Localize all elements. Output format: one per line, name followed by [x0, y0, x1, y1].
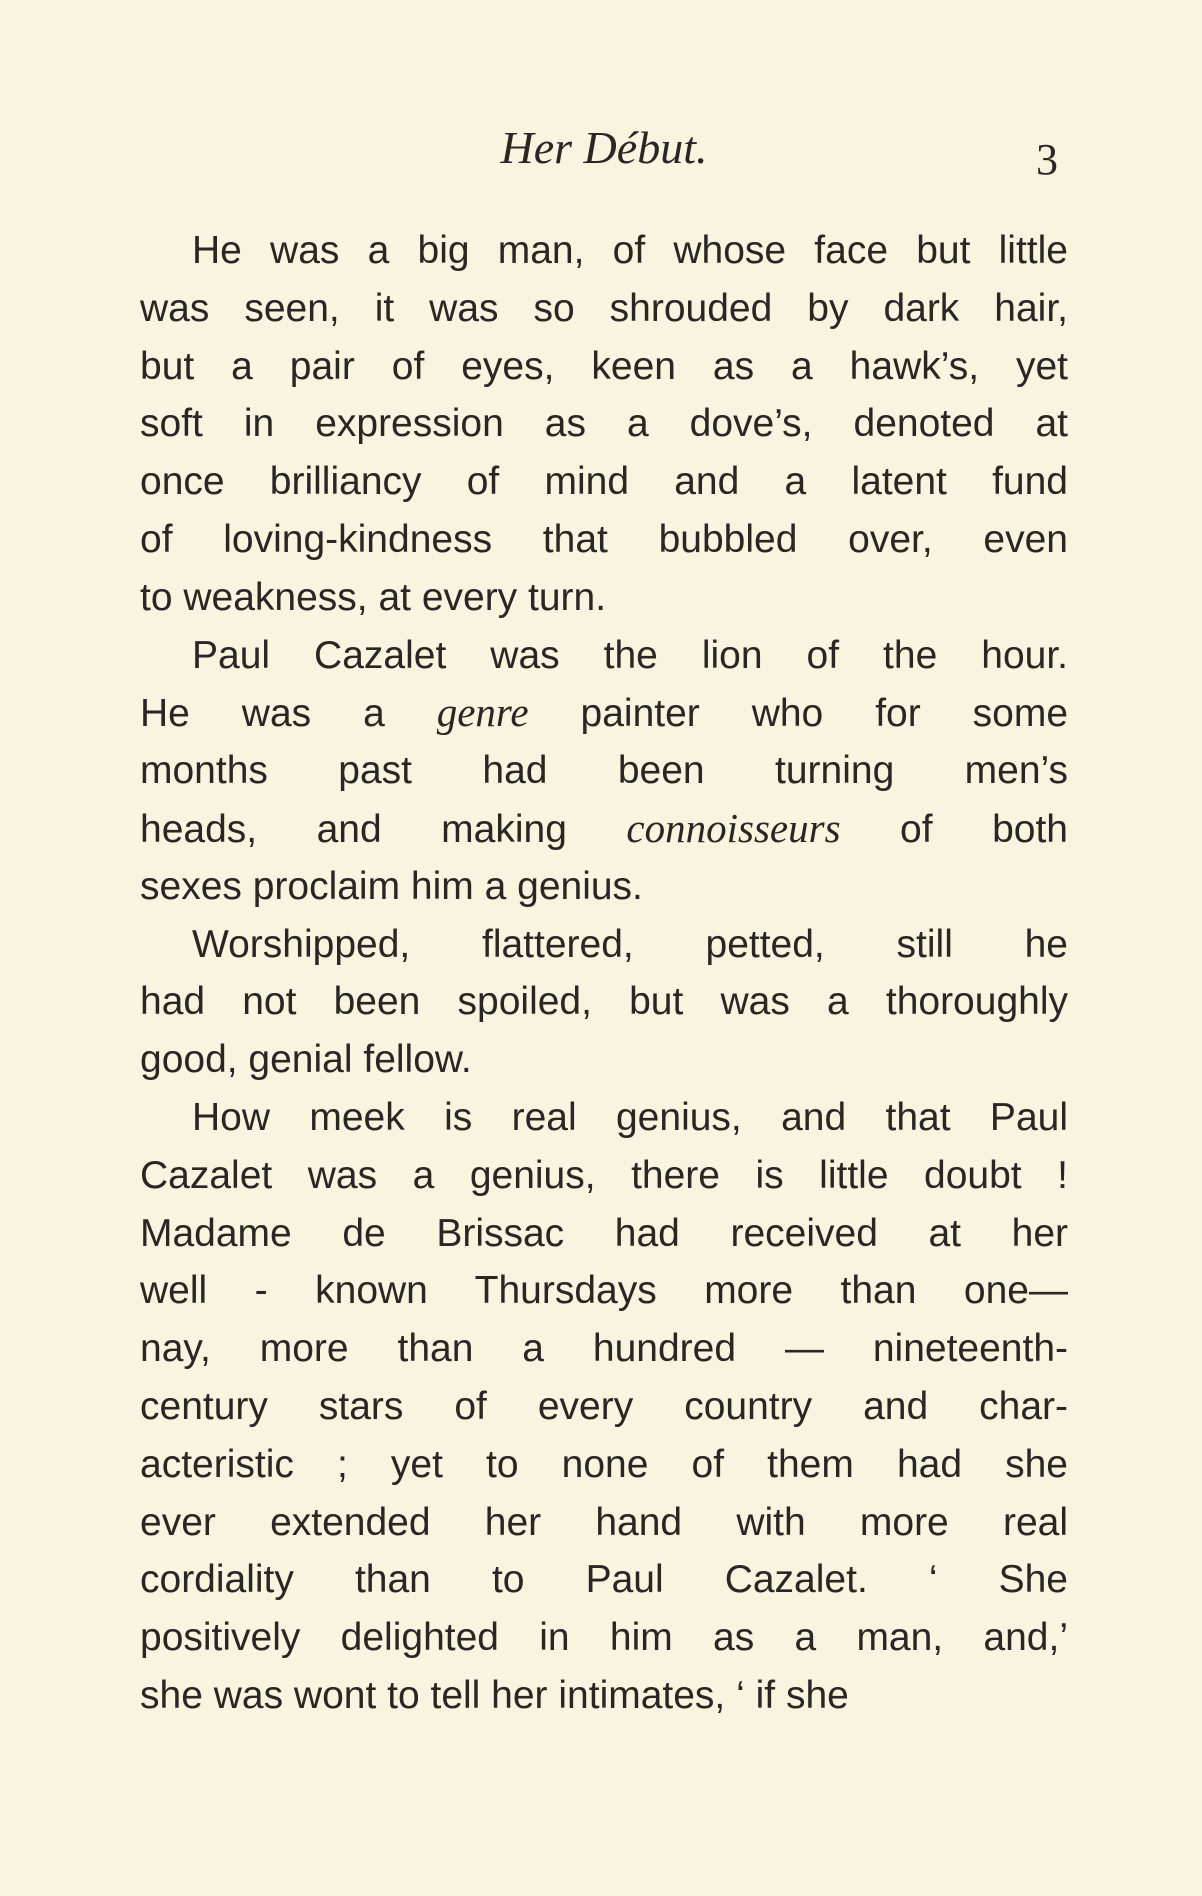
text-line: to weakness, at every turn.: [140, 575, 607, 619]
text-line: cordiality than to Paul Cazalet. ‘ She: [140, 1558, 1068, 1602]
text-line: good, genial fellow.: [140, 1038, 472, 1082]
text-line: ever extended her hand with more real: [140, 1500, 1068, 1544]
italic-term: genre: [436, 689, 529, 736]
text-line: How meek is real genius, and that Paul: [192, 1095, 1068, 1139]
text-line: He was a big man, of whose face but little: [192, 229, 1068, 272]
text-line: was seen, it was so shrouded by dark hair,: [140, 286, 1068, 330]
paragraph: [140, 222, 1068, 627]
page-number: 3: [1036, 135, 1058, 184]
text-line: Worshipped, flattered, petted, still he: [192, 922, 1068, 966]
text-line: she was wont to tell her intimates, ‘ if she: [140, 1673, 849, 1717]
text-line: He was a genre painter who for some: [140, 689, 1069, 736]
text-line: heads, and making connoisseurs of both: [140, 804, 1068, 851]
text-line: soft in expression as a dove’s, denoted at: [140, 402, 1068, 446]
text-line: century stars of every country and char-: [140, 1384, 1068, 1428]
text-line: sexes proclaim him a genius.: [140, 864, 643, 908]
text-line: Paul Cazalet was the lion of the hour.: [192, 633, 1068, 677]
running-title: Her Début.: [500, 122, 708, 173]
text-line: of loving-kindness that bubbled over, even: [140, 517, 1068, 561]
text-line: once brilliancy of mind and a latent fund: [140, 460, 1068, 504]
paragraph: [140, 627, 1068, 916]
text-line: well - known Thursdays more than one—: [140, 1269, 1068, 1313]
paragraph: [140, 1089, 1068, 1725]
text-line: months past had been turning men’s: [140, 749, 1068, 793]
text-line: Cazalet was a genius, there is little doubt !: [140, 1153, 1068, 1197]
text-line: had not been spoiled, but was a thoroughly: [140, 980, 1068, 1024]
text-line: Madame de Brissac had received at her: [140, 1211, 1068, 1255]
paragraph: [140, 916, 1068, 1089]
text-line: acteristic ; yet to none of them had she: [140, 1442, 1068, 1486]
running-head: [140, 118, 1068, 184]
text-line: nay, more than a hundred — nineteenth-: [140, 1327, 1068, 1371]
text-line: but a pair of eyes, keen as a hawk’s, yet: [140, 344, 1068, 388]
body-text: [140, 222, 1068, 1725]
text-line: positively delighted in him as a man, and,’: [140, 1616, 1068, 1660]
italic-term: connoisseurs: [626, 804, 841, 851]
